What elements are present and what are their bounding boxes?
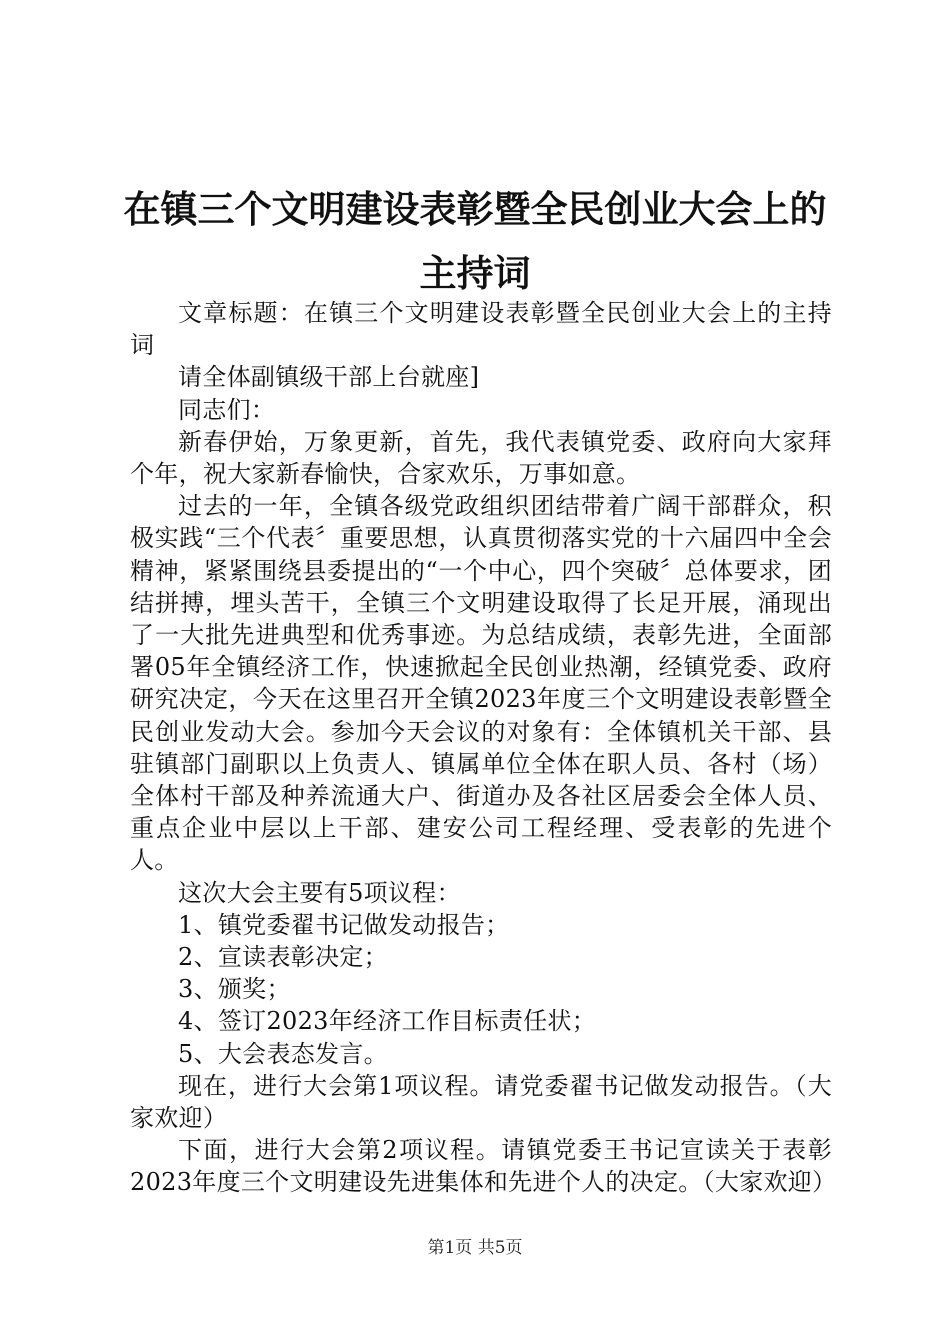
- paragraph-salutation: 同志们：: [178, 395, 276, 424]
- agenda-item: 3、颁奖；: [178, 975, 291, 1004]
- agenda-item: 1、镇党委翟书记做发动报告；: [178, 910, 510, 939]
- agenda-item: 2、宣读表彰决定；: [178, 943, 388, 972]
- paragraph-seating: 请全体副镇级干部上台就座]: [178, 363, 480, 392]
- document-title: 在镇三个文明建设表彰暨全民创业大会上的主持词: [123, 188, 827, 295]
- document-body: [130, 297, 837, 1199]
- paragraph-item-two: 下面，进行大会第2项议程。请镇党委王书记宣读关于表彰2023年度三个文明建设先进集体和先进个人的决定。（大家欢迎）: [130, 1136, 837, 1197]
- paragraph-item-one: 现在，进行大会第1项议程。请党委翟书记做发动报告。（大家欢迎）: [130, 1071, 832, 1133]
- paragraph-greeting: 新春伊始，万象更新，首先，我代表镇党委、政府向大家拜个年，祝大家新春愉快，合家欢乐，万事如意。: [130, 427, 832, 489]
- paragraph-agenda-intro: 这次大会主要有5项议程：: [178, 878, 461, 907]
- page-footer: 第1页 共5页: [427, 1238, 523, 1258]
- agenda-item: 4、签订2023年经济工作目标责任状；: [178, 1007, 597, 1036]
- paragraph-article-title: 文章标题：在镇三个文明建设表彰暨全民创业大会上的主持词: [130, 299, 832, 360]
- paragraph-review: 过去的一年，全镇各级党政组织团结带着广阔干部群众，积极实践“三个代表〞重要思想，认真贯彻落实党的十六届四中全会精神，紧紧围绕县委提出的“一个中心，四个突破〞总体要求，团结拼搏，埋头苦干，全镇三个文明建设取得了长足开展，涌现出了一大批先进典型和优秀事迹。为总结成绩，表彰先进，全面部署05年全镇经济工作，快速掀起全民创业热潮，经镇党委、政府研究决定，今天在这里召开全镇2023年度三个文明建设表彰暨全民创业发动大会。参加今天会议的对象有：全体镇机关干部、县驻镇部门副职以上负责人、镇属单位全体在职人员、各村（场）全体村干部及种养流通大户、街道办及各社区居委会全体人员、重点企业中层以上干部、建安公司工程经理、受表彰的先进个人。: [130, 492, 832, 875]
- agenda-item: 5、大会表态发言。: [178, 1039, 388, 1068]
